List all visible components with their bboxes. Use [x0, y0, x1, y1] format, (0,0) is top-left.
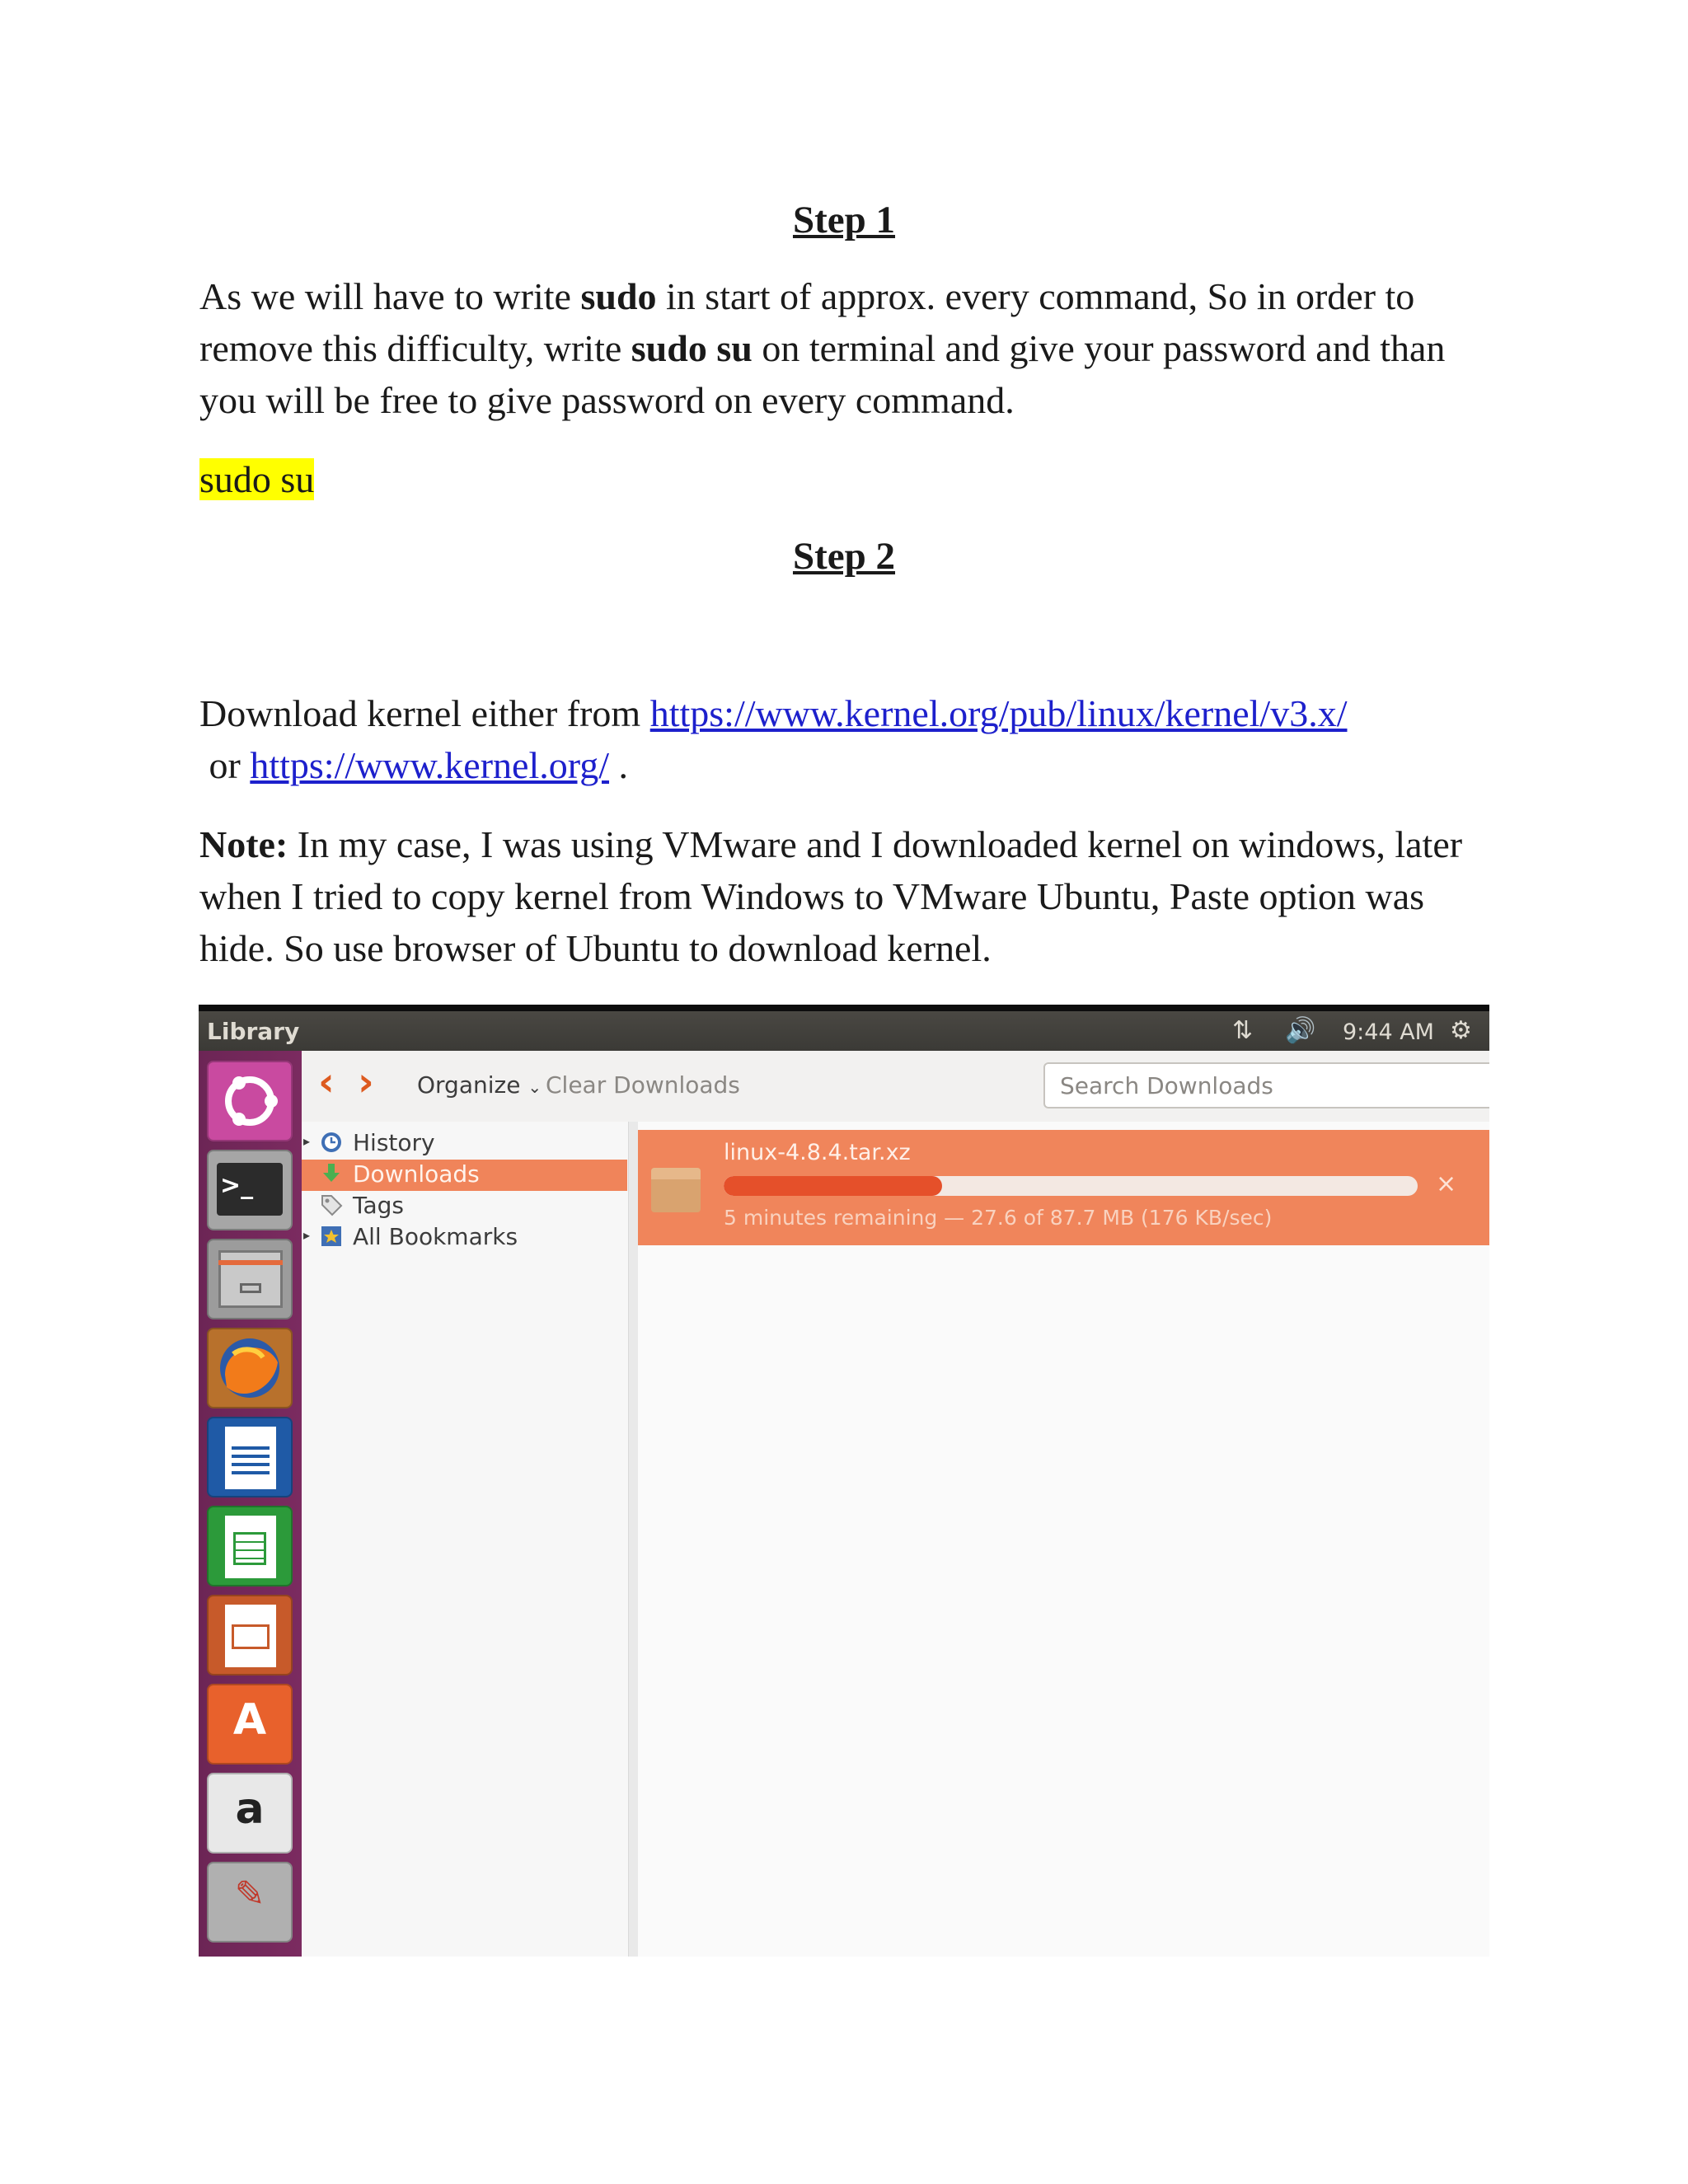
text-span: Download kernel either from	[199, 692, 650, 734]
back-icon[interactable]: ‹	[318, 1059, 335, 1105]
sidebar-item-label: Tags	[353, 1192, 404, 1219]
text-span: As we will have to write	[199, 275, 581, 317]
sidebar-item-all-bookmarks[interactable]	[302, 1222, 627, 1254]
expander-icon[interactable]: ▸	[303, 1227, 311, 1243]
file-manager-icon[interactable]	[207, 1239, 293, 1319]
expander-icon[interactable]: ▸	[303, 1133, 311, 1149]
libreoffice-calc-icon[interactable]	[207, 1506, 293, 1586]
clear-downloads-button[interactable]: Clear Downloads	[546, 1071, 740, 1099]
archive-package-icon	[651, 1168, 701, 1212]
ubuntu-logo-icon[interactable]	[207, 1061, 293, 1141]
chevron-down-icon: ⌄	[528, 1077, 542, 1097]
sidebar-item-tags[interactable]	[302, 1191, 627, 1222]
sidebar-item-label: History	[353, 1129, 435, 1156]
unity-launcher	[199, 1051, 302, 1957]
download-filename: linux-4.8.4.tar.xz	[724, 1140, 911, 1165]
library-toolbar	[302, 1051, 1489, 1122]
sudo-bold: sudo	[580, 275, 657, 317]
text-span: in start of approx. every command, So in order to remove this difficulty, write	[199, 275, 1415, 369]
sidebar-item-label: All Bookmarks	[353, 1223, 518, 1250]
gear-icon[interactable]: ⚙	[1450, 1016, 1472, 1045]
amazon-icon[interactable]: a	[207, 1773, 293, 1854]
download-progress-fill	[724, 1176, 942, 1196]
step1-paragraph	[199, 270, 1493, 426]
top-panel	[199, 1005, 1489, 1051]
volume-icon[interactable]: 🔊	[1285, 1016, 1316, 1045]
library-window-screenshot	[199, 1005, 1489, 1957]
download-status: 5 minutes remaining — 27.6 of 87.7 MB (176 KB/sec)	[724, 1206, 1273, 1230]
download-item[interactable]	[638, 1130, 1489, 1245]
step2-heading: Step 2	[792, 535, 896, 578]
libreoffice-writer-icon[interactable]	[207, 1417, 293, 1497]
text-span: .	[609, 744, 629, 786]
sidebar-item-label: Downloads	[353, 1160, 480, 1188]
command-line	[199, 453, 1493, 505]
search-placeholder: Search Downloads	[1060, 1072, 1273, 1099]
text-span: or	[199, 744, 251, 786]
window-title: Library	[207, 1018, 300, 1045]
kernel-v3-link[interactable]: https://www.kernel.org/pub/linux/kernel/v3.x/	[649, 692, 1348, 734]
text-span: on terminal and give your password and than you will be free to give password on every command.	[199, 327, 1446, 421]
forward-icon[interactable]: ›	[358, 1059, 374, 1105]
organize-label: Organize	[417, 1071, 521, 1099]
note-label: Note:	[199, 823, 288, 865]
libreoffice-impress-icon[interactable]	[207, 1595, 293, 1675]
download-arrow-icon	[320, 1162, 343, 1185]
download-paragraph	[199, 687, 1493, 791]
search-downloads-input[interactable]	[1043, 1062, 1489, 1108]
kernel-org-link[interactable]: https://www.kernel.org/	[250, 744, 610, 786]
terminal-icon[interactable]: >_	[207, 1150, 293, 1230]
bookmark-star-icon	[320, 1225, 343, 1248]
downloads-list	[638, 1122, 1489, 1957]
cancel-download-icon[interactable]: ×	[1436, 1169, 1457, 1198]
download-progress-bar	[724, 1176, 1418, 1196]
note-paragraph	[199, 818, 1493, 974]
organize-menu[interactable]	[417, 1071, 542, 1099]
sidebar-item-history[interactable]	[302, 1128, 627, 1160]
clock-icon	[320, 1131, 343, 1154]
tag-icon	[320, 1193, 343, 1216]
sudo-su-bold: sudo su	[631, 327, 753, 369]
clock[interactable]: 9:44 AM	[1343, 1019, 1434, 1045]
system-settings-icon[interactable]: ✎	[207, 1862, 293, 1943]
sidebar-item-downloads[interactable]	[302, 1160, 627, 1191]
network-icon[interactable]: ⇅	[1232, 1016, 1254, 1045]
software-center-icon[interactable]: A	[207, 1684, 293, 1765]
step1-heading: Step 1	[792, 199, 896, 241]
library-sidebar	[302, 1122, 627, 1957]
text-span: In my case, I was using VMware and I downloaded kernel on windows, later when I tried to copy kernel from Windows to VMware Ubuntu, Paste option was hide. So use browser of Ubuntu to download kernel.	[199, 823, 1463, 969]
highlighted-command: sudo su	[199, 458, 315, 500]
firefox-icon[interactable]	[207, 1328, 293, 1408]
pane-splitter[interactable]	[628, 1122, 638, 1957]
